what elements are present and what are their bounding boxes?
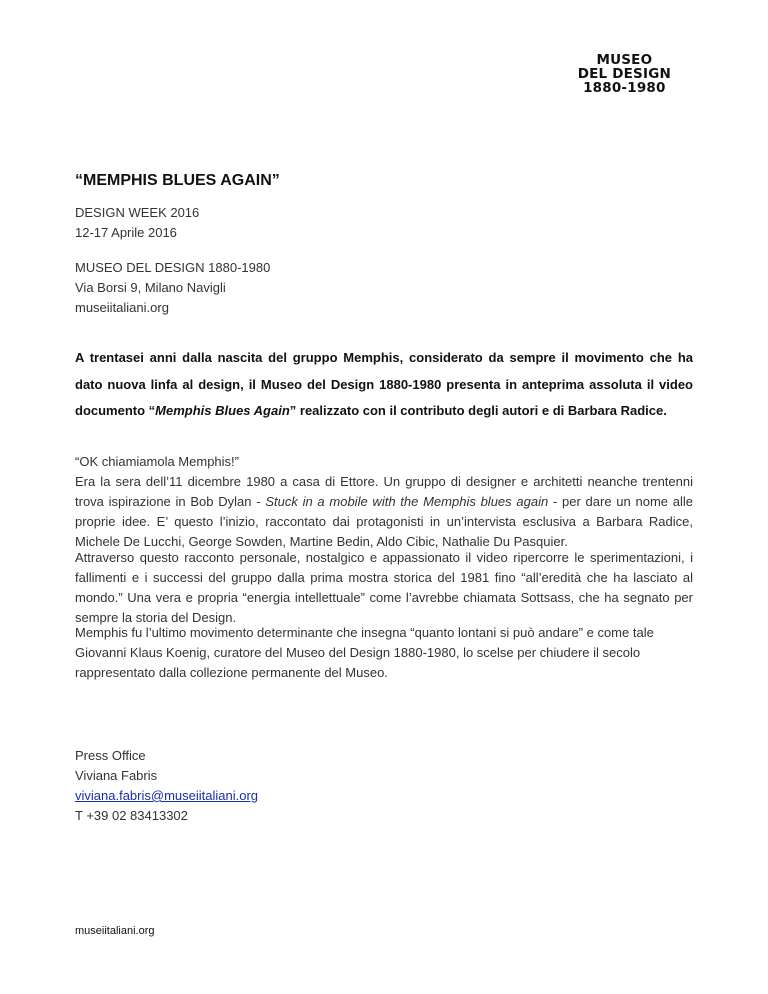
event-name: DESIGN WEEK 2016 <box>75 205 200 220</box>
venue-address: Via Borsi 9, Milano Navigli <box>75 280 226 295</box>
paragraph-origin-text-before: Era la sera dell’11 dicembre 1980 a casa di Ettore. Un gruppo di designer e architetti neanche trentenni trova ispirazione in Bob Dylan - <box>75 474 693 509</box>
lead-italic-title: Memphis Blues Again <box>155 403 290 418</box>
logo-line-1: MUSEO <box>596 52 653 68</box>
museum-logo <box>578 53 671 95</box>
paragraph-legacy: Memphis fu l’ultimo movimento determinante che insegna “quanto lontani si può andare” e come tale Giovanni Klaus Koenig, curatore del Museo del Design 1880-1980, lo scelse per chiudere il secolo rappresentato dalla collezione permanente del Museo. <box>75 625 654 680</box>
press-phone: T +39 02 83413302 <box>75 808 188 823</box>
press-heading: Press Office <box>75 748 146 763</box>
press-email-line <box>75 786 258 806</box>
lead-text-before: A trentasei anni dalla nascita del gruppo Memphis, considerato da sempre il movimento che ha dato nuova linfa al design, il Museo del Design 1880-1980 presenta in anteprima assoluta il video documento “ <box>75 350 693 418</box>
event-dates: 12-17 Aprile 2016 <box>75 225 177 240</box>
venue-name: MUSEO DEL DESIGN 1880-1980 <box>75 260 271 275</box>
quote-line: “OK chiamiamola Memphis!” <box>75 454 239 469</box>
press-office-contact <box>75 746 258 826</box>
event-info <box>75 203 199 243</box>
press-email-link[interactable]: viviana.fabris@museiitaliani.org <box>75 788 258 803</box>
venue-info <box>75 258 270 318</box>
paragraph-origin-text-after: - per dare un nome alle proprie idee. E’ questo l’inizio, raccontato dai protagonisti in un’intervista esclusiva a Barbara Radice, Michele De Lucchi, George Sowden, Martine Bedin, Aldo Cibic, Nathalie Du Pasquier. <box>75 494 693 549</box>
paragraph-origin <box>75 452 693 552</box>
logo-line-2: DEL DESIGN <box>577 66 671 82</box>
lead-paragraph <box>75 345 693 425</box>
logo-line-3: 1880-1980 <box>583 80 666 96</box>
press-contact-name: Viviana Fabris <box>75 768 158 783</box>
dylan-lyric: Stuck in a mobile with the Memphis blues again <box>265 494 549 509</box>
lead-text-after: ” realizzato con il contributo degli autori e di Barbara Radice. <box>289 403 667 418</box>
paragraph-story: Attraverso questo racconto personale, nostalgico e appassionato il video ripercorre le sperimentazioni, i fallimenti e i successi del gruppo dalla prima mostra storica del 1981 fino “all’eredità che ha lasciato al mondo.” Una vera e propria “energia intellettuale” come l’avrebbe chiamata Sottsass, che ha segnato per sempre la storia del Design. <box>75 550 693 625</box>
venue-website: museiitaliani.org <box>75 300 169 315</box>
document-title: “MEMPHIS BLUES AGAIN” <box>75 172 280 189</box>
footer-website: museiitaliani.org <box>75 925 155 937</box>
